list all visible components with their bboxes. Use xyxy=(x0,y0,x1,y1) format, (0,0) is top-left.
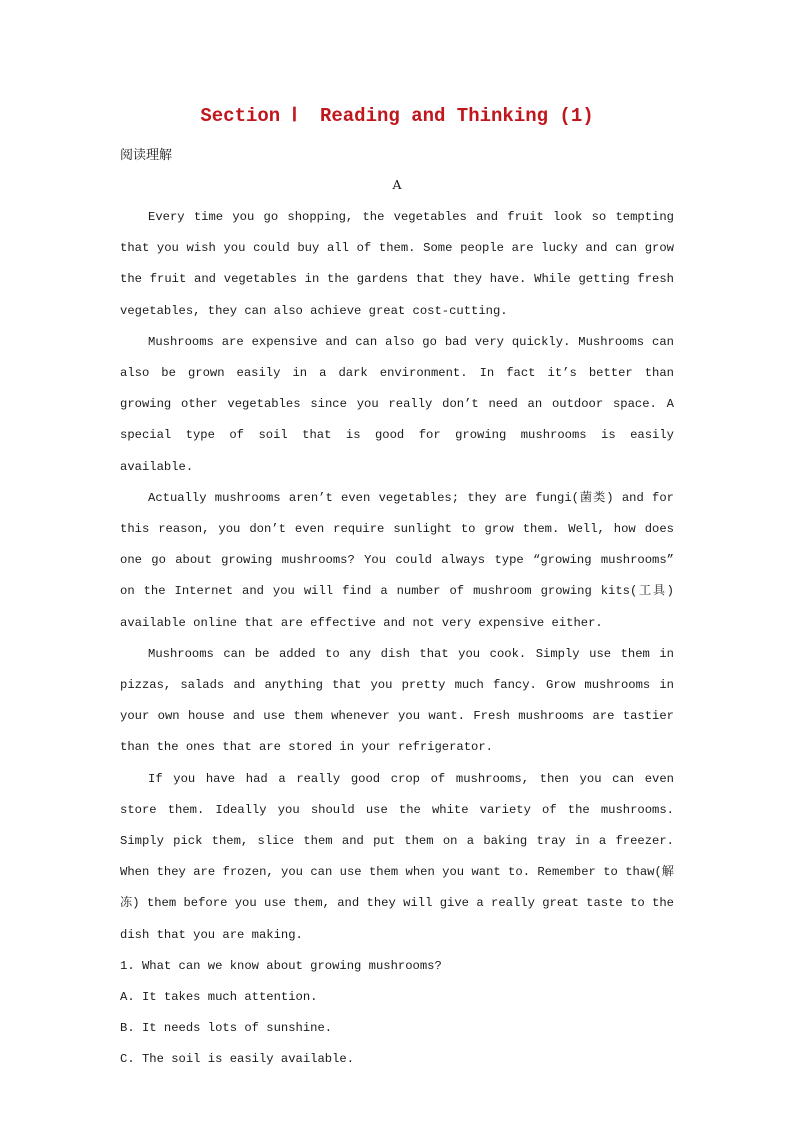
question-stem: 1. What can we know about growing mushrooms? xyxy=(120,958,442,973)
paragraph: Mushrooms can be added to any dish that you cook. Simply use them in pizzas, salads and anything that you pretty much fancy. Grow mushrooms in your own house and use them whenever you want. Fresh mushrooms are tastier than the ones that are stored in your refrigerator. xyxy=(120,646,674,755)
passage-body xyxy=(120,202,674,1076)
answer-option-b: B. It needs lots of sunshine. xyxy=(120,1021,333,1036)
page-title: Section Ⅰ Reading and Thinking (1) xyxy=(200,105,594,127)
paragraph: If you have had a really good crop of mushrooms, then you can even store them. Ideally you should use the white variety of the mushrooms. Simply pick them, slice them and put them on a baking tray in a freezer. When they are frozen, you can use them when you want to. Remember to thaw(解冻) them before you use them, and they will give a really great taste to the dish that you are making. xyxy=(120,771,674,942)
answer-option-c: C. The soil is easily available. xyxy=(120,1052,355,1067)
paragraph: Every time you go shopping, the vegetables and fruit look so tempting that you wish you could buy all of them. Some people are lucky and can grow the fruit and vegetables in the gardens that they have. While getting fresh vegetables, they can also achieve great cost-cutting. xyxy=(120,210,674,318)
paragraph: Actually mushrooms aren’t even vegetables; they are fungi(菌类) and for this reason, you don’t even require sunlight to grow them. Well, how does one go about growing mushrooms? You could always type “growing mushrooms” on the Internet and you will find a number of mushroom growing kits(工具) available online that are effective and not very expensive either. xyxy=(120,490,674,630)
section-label: 阅读理解 xyxy=(120,148,173,163)
answer-option-a: A. It takes much attention. xyxy=(120,990,318,1005)
passage-letter: A xyxy=(392,177,402,192)
paragraph: Mushrooms are expensive and can also go bad very quickly. Mushrooms can also be grown easily in a dark environment. In fact it’s better than growing other vegetables since you really don’t need an outdoor space. A special type of soil that is good for growing mushrooms is easily available. xyxy=(120,334,674,474)
